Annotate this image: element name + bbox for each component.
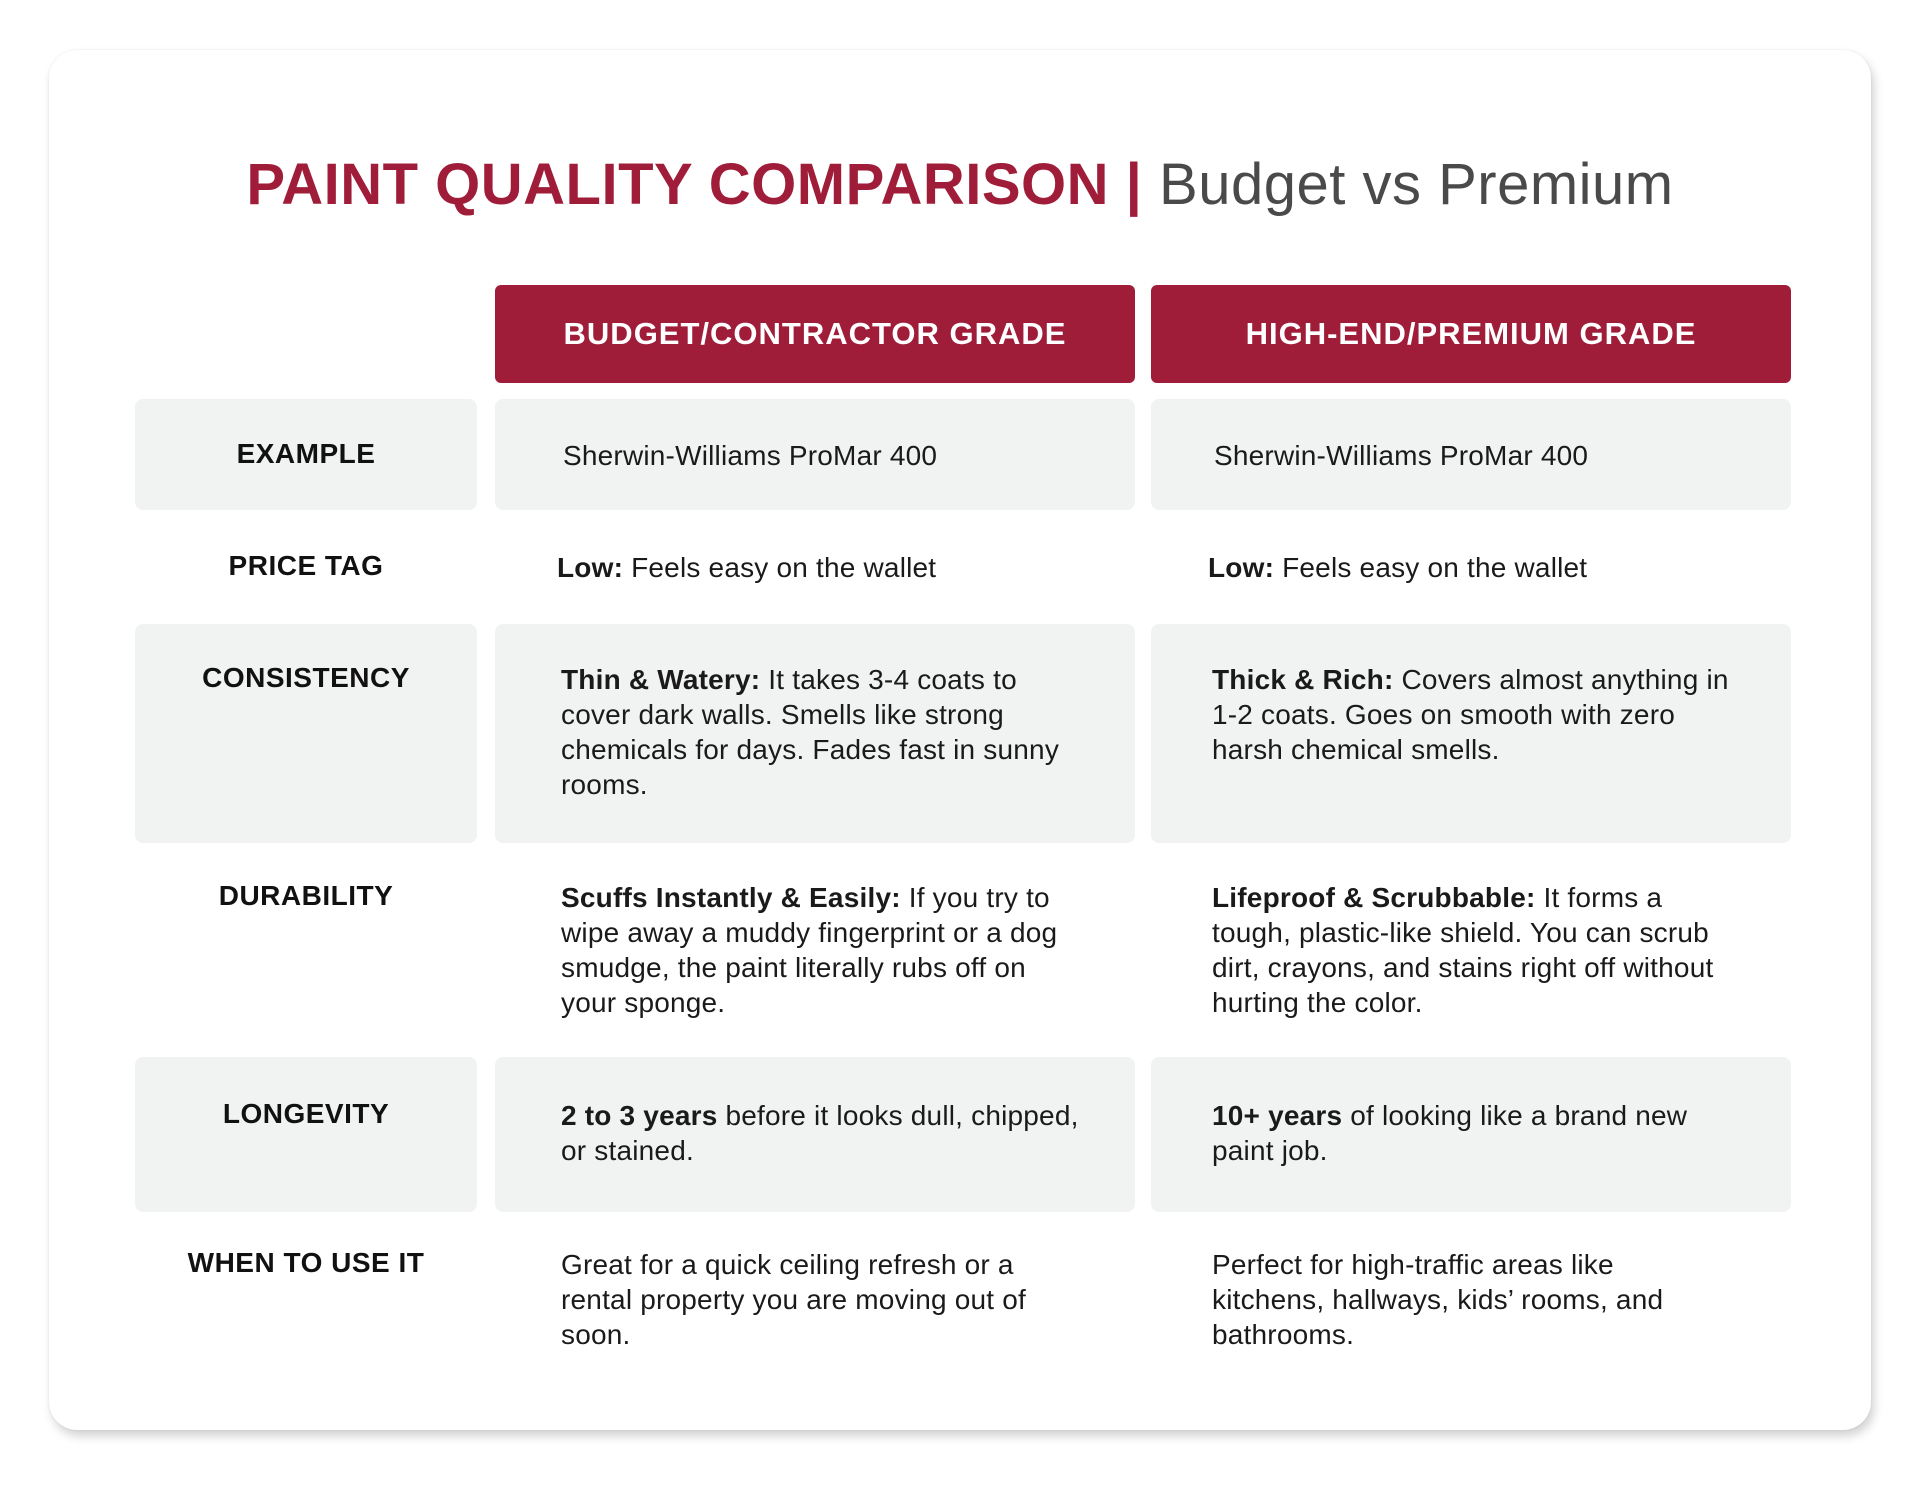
cell-consistency-premium: Thick & Rich: Covers almost anything in 1-2 coats. Goes on smooth with zero harsh chemical smells. [1212,664,1729,765]
row-label-example: EXAMPLE [236,438,376,469]
cell-longevity-budget: 2 to 3 years before it looks dull, chipped, or stained. [561,1100,1079,1166]
row-label-consistency: CONSISTENCY [202,662,410,693]
cell-price-tag-budget: Low: Feels easy on the wallet [557,552,937,583]
title-subtitle: Budget vs Premium [1159,152,1674,217]
title-separator: | [1125,152,1143,217]
column-header-premium: HIGH-END/PREMIUM GRADE [1151,285,1791,383]
cell-when-to-use-premium: Perfect for high-traffic areas like kitchens, hallways, kids’ rooms, and bathrooms. [1212,1249,1664,1350]
cell-example-premium: Sherwin-Williams ProMar 400 [1214,440,1589,471]
row-label-when-to-use: WHEN TO USE IT [187,1247,425,1278]
column-header-budget: BUDGET/CONTRACTOR GRADE [495,285,1135,383]
cell-when-to-use-budget: Great for a quick ceiling refresh or a rental property you are moving out of soon. [561,1249,1026,1350]
row-label-price-tag: PRICE TAG [228,550,384,581]
title-main: PAINT QUALITY COMPARISON [246,152,1110,217]
row-band-longevity-label [135,1057,477,1212]
cell-durability-premium: Lifeproof & Scrubbable: It forms a tough, plastic-like shield. You can scrub dirt, crayons, and stains right off without hurting the color. [1212,882,1714,1018]
cell-price-tag-premium: Low: Feels easy on the wallet [1208,552,1588,583]
row-label-longevity: LONGEVITY [222,1098,390,1129]
cell-durability-budget: Scuffs Instantly & Easily: If you try to wipe away a muddy fingerprint or a dog smudge, the paint literally rubs off on your sponge. [561,882,1058,1018]
cell-example-budget: Sherwin-Williams ProMar 400 [563,440,938,471]
row-label-durability: DURABILITY [218,880,394,911]
page-title [0,150,1920,220]
row-band-consistency-label [135,624,477,843]
cell-consistency-budget: Thin & Watery: It takes 3-4 coats to cover dark walls. Smells like strong chemicals for days. Fades fast in sunny rooms. [561,664,1060,800]
cell-longevity-premium: 10+ years of looking like a brand new paint job. [1212,1100,1688,1166]
